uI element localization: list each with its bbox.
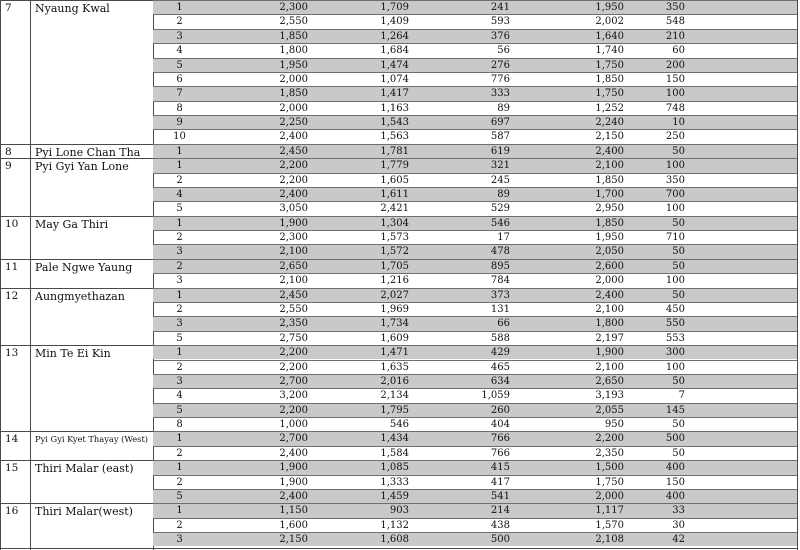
- table-cell: 145: [665, 404, 685, 416]
- table-cell: 350: [665, 174, 685, 186]
- table-cell: 2,650: [279, 260, 308, 272]
- table-cell: 1: [176, 462, 183, 474]
- table-cell: 1,163: [380, 102, 409, 114]
- table-cell: 2,200: [595, 433, 624, 445]
- table-cell: 2,016: [380, 375, 409, 387]
- table-cell: 2,700: [279, 375, 308, 387]
- group-cell: [0, 288, 153, 346]
- group-number: 14: [5, 433, 19, 446]
- table-cell: 89: [497, 102, 510, 114]
- table-row: [153, 129, 797, 143]
- table-cell: 950: [604, 419, 624, 431]
- table-cell: 776: [490, 73, 510, 85]
- table-cell: 1,640: [595, 30, 624, 42]
- table-cell: 1,000: [279, 419, 308, 431]
- table-cell: 1,600: [279, 519, 308, 531]
- table-right-border: [797, 0, 798, 550]
- group-number: 15: [5, 462, 19, 475]
- table-cell: 2,100: [279, 246, 308, 258]
- table-cell: 2,000: [279, 102, 308, 114]
- table-row: [153, 431, 797, 445]
- table-cell: 1: [176, 347, 183, 359]
- table-cell: 541: [490, 490, 510, 502]
- table-cell: 587: [490, 131, 510, 143]
- table-row: [153, 58, 797, 72]
- table-cell: 3: [176, 275, 183, 287]
- table-cell: 2,050: [595, 246, 624, 258]
- group-number: 16: [5, 505, 19, 518]
- table-cell: 350: [665, 2, 685, 13]
- table-cell: 9: [176, 117, 183, 129]
- table-cell: 1,434: [380, 433, 409, 445]
- table-cell: 1,609: [380, 332, 409, 344]
- table-cell: 2,650: [595, 375, 624, 387]
- table-cell: 3,200: [279, 390, 308, 402]
- table-cell: 321: [490, 160, 510, 172]
- table-cell: 2,700: [279, 433, 308, 445]
- table-row: [153, 14, 797, 28]
- table-cell: 1,570: [595, 519, 624, 531]
- table-cell: 42: [672, 534, 685, 546]
- table-cell: 250: [665, 131, 685, 143]
- table-cell: 2: [176, 303, 183, 315]
- table-cell: 2: [176, 519, 183, 531]
- table-cell: 3,050: [279, 203, 308, 215]
- table-cell: 1,950: [595, 2, 624, 13]
- table-cell: 1,781: [380, 145, 409, 157]
- group-cell: [0, 216, 153, 259]
- table-cell: 50: [672, 419, 685, 431]
- table-cell: 3: [176, 246, 183, 258]
- table-row: [153, 43, 797, 57]
- table-cell: 766: [490, 433, 510, 445]
- table-cell: 3: [176, 534, 183, 546]
- table-cell: 1,605: [380, 174, 409, 186]
- group-cell: [0, 431, 153, 460]
- table-cell: 1,611: [380, 188, 409, 200]
- table-cell: 1: [176, 2, 183, 13]
- table-cell: 373: [490, 289, 510, 301]
- table-cell: 2,400: [279, 490, 308, 502]
- table-cell: 50: [672, 260, 685, 272]
- table-cell: 1,417: [380, 88, 409, 100]
- table-cell: 1,950: [595, 232, 624, 244]
- table-cell: 1,709: [380, 2, 409, 13]
- table-cell: 7: [176, 88, 183, 100]
- table-cell: 1,074: [380, 73, 409, 85]
- table-cell: 56: [497, 45, 510, 57]
- table-cell: 1,850: [279, 30, 308, 42]
- table-row: [153, 316, 797, 330]
- group-cell: [0, 144, 153, 158]
- table-cell: 1,969: [380, 303, 409, 315]
- table-cell: 903: [389, 505, 409, 517]
- table-cell: 1,800: [595, 318, 624, 330]
- table-cell: 60: [672, 45, 685, 57]
- table-cell: 1,252: [595, 102, 624, 114]
- table-cell: 2,600: [595, 260, 624, 272]
- table-cell: 1,705: [380, 260, 409, 272]
- table-cell: 2,027: [380, 289, 409, 301]
- table-cell: 710: [665, 232, 685, 244]
- table-cell: 438: [490, 519, 510, 531]
- table-cell: 2: [176, 447, 183, 459]
- table-cell: 1: [176, 217, 183, 229]
- table-row: [153, 216, 797, 230]
- table-cell: 784: [490, 275, 510, 287]
- table-cell: 100: [665, 203, 685, 215]
- table-cell: 478: [490, 246, 510, 258]
- table-cell: 1,900: [279, 476, 308, 488]
- table-cell: 1,850: [595, 73, 624, 85]
- table-cell: 210: [665, 30, 685, 42]
- table-row: [153, 144, 797, 158]
- table-row: [153, 489, 797, 503]
- table-row: [153, 201, 797, 215]
- table-cell: 1,684: [380, 45, 409, 57]
- group-cell: [0, 460, 153, 503]
- group-name: May Ga Thiri: [35, 217, 109, 231]
- table-cell: 1,150: [279, 505, 308, 517]
- table-cell: 1,584: [380, 447, 409, 459]
- table-cell: 2: [176, 476, 183, 488]
- table-cell: 1,059: [481, 390, 510, 402]
- table-cell: 404: [490, 419, 510, 431]
- table-cell: 2,100: [595, 160, 624, 172]
- table-cell: 6: [176, 73, 183, 85]
- group-name: Pyi Lone Chan Tha: [35, 145, 141, 159]
- group-number: 12: [5, 289, 19, 302]
- table-cell: 30: [672, 519, 685, 531]
- table-cell: 1,573: [380, 232, 409, 244]
- table-cell: 1,635: [380, 361, 409, 373]
- table-cell: 241: [490, 2, 510, 13]
- table-row: [153, 259, 797, 273]
- table-cell: 1,471: [380, 347, 409, 359]
- table-cell: 2,100: [595, 361, 624, 373]
- table-cell: 553: [665, 332, 685, 344]
- table-row: [153, 0, 797, 14]
- group-number: 7: [5, 2, 12, 14]
- table-cell: 2,150: [595, 131, 624, 143]
- table-row: [153, 173, 797, 187]
- table-cell: 529: [490, 203, 510, 215]
- table-cell: 2,055: [595, 404, 624, 416]
- group-name: Min Te Ei Kin: [35, 347, 111, 361]
- table-cell: 5: [176, 490, 183, 502]
- table-cell: 2,950: [595, 203, 624, 215]
- table-cell: 1,850: [595, 174, 624, 186]
- table-cell: 10: [672, 117, 685, 129]
- group-cell: [0, 259, 153, 288]
- table-cell: 546: [490, 217, 510, 229]
- table-cell: 333: [490, 88, 510, 100]
- table-cell: 417: [490, 476, 510, 488]
- table-row: [153, 230, 797, 244]
- group-name: Nyaung Kwal: [35, 2, 110, 15]
- table-cell: 2,002: [595, 16, 624, 28]
- table-row: [153, 244, 797, 258]
- table-row: [153, 360, 797, 374]
- table-row: [153, 532, 797, 546]
- table-cell: 1,572: [380, 246, 409, 258]
- group-name: Pyi Gyi Yan Lone: [35, 160, 129, 174]
- table-cell: 2,400: [279, 131, 308, 143]
- table-cell: 766: [490, 447, 510, 459]
- table-row: [153, 388, 797, 402]
- table-cell: 50: [672, 217, 685, 229]
- table-cell: 3: [176, 375, 183, 387]
- table-cell: 2,450: [279, 145, 308, 157]
- table-row: [153, 187, 797, 201]
- table-cell: 2,200: [279, 160, 308, 172]
- table-cell: 10: [173, 131, 186, 143]
- table-cell: 1,740: [595, 45, 624, 57]
- table-cell: 1: [176, 433, 183, 445]
- table-cell: 300: [665, 347, 685, 359]
- table-cell: 200: [665, 59, 685, 71]
- table-cell: 2,100: [595, 303, 624, 315]
- table-cell: 100: [665, 361, 685, 373]
- table-cell: 3,193: [595, 390, 624, 402]
- table-cell: 2,197: [595, 332, 624, 344]
- table-cell: 1,132: [380, 519, 409, 531]
- table-cell: 697: [490, 117, 510, 129]
- table-cell: 450: [665, 303, 685, 315]
- table-cell: 1,750: [595, 476, 624, 488]
- table-cell: 214: [490, 505, 510, 517]
- table-cell: 17: [497, 232, 510, 244]
- table-cell: 2,250: [279, 117, 308, 129]
- table-cell: 2,000: [595, 275, 624, 287]
- table-row: [153, 29, 797, 43]
- table-row: [153, 72, 797, 86]
- table-cell: 100: [665, 275, 685, 287]
- table-cell: 1,779: [380, 160, 409, 172]
- table-cell: 1,409: [380, 16, 409, 28]
- table-cell: 1,950: [279, 59, 308, 71]
- table-cell: 2,550: [279, 16, 308, 28]
- table-row: [153, 518, 797, 532]
- table-cell: 2,550: [279, 303, 308, 315]
- table-cell: 66: [497, 318, 510, 330]
- group-cell: [0, 503, 153, 546]
- table-cell: 1,800: [279, 45, 308, 57]
- table-cell: 50: [672, 145, 685, 157]
- group-number: 13: [5, 347, 19, 360]
- table-cell: 588: [490, 332, 510, 344]
- table-cell: 1,795: [380, 404, 409, 416]
- table-row: [153, 302, 797, 316]
- table-cell: 2,350: [595, 447, 624, 459]
- table-cell: 33: [672, 505, 685, 517]
- table-cell: 1,900: [279, 462, 308, 474]
- table-cell: 1,700: [595, 188, 624, 200]
- table-cell: 2,200: [279, 347, 308, 359]
- table-cell: 150: [665, 73, 685, 85]
- table-cell: 1: [176, 145, 183, 157]
- table-cell: 546: [389, 419, 409, 431]
- table-cell: 1,850: [279, 88, 308, 100]
- table-cell: 5: [176, 404, 183, 416]
- table-cell: 1,750: [595, 59, 624, 71]
- table-cell: 400: [665, 490, 685, 502]
- table-cell: 2,000: [595, 490, 624, 502]
- table-cell: 3: [176, 318, 183, 330]
- table-cell: 1,563: [380, 131, 409, 143]
- table-cell: 131: [490, 303, 510, 315]
- table-cell: 1,500: [595, 462, 624, 474]
- table-cell: 2,200: [279, 361, 308, 373]
- table-cell: 500: [490, 534, 510, 546]
- group-name: Pale Ngwe Yaung: [35, 260, 133, 274]
- table-bottom-border: [0, 548, 797, 549]
- table-cell: 4: [176, 45, 183, 57]
- table-cell: 2: [176, 260, 183, 272]
- table-cell: 465: [490, 361, 510, 373]
- table-cell: 1,264: [380, 30, 409, 42]
- table-cell: 100: [665, 160, 685, 172]
- table-cell: 1,333: [380, 476, 409, 488]
- table-cell: 50: [672, 447, 685, 459]
- table-cell: 2,200: [279, 174, 308, 186]
- table-cell: 4: [176, 188, 183, 200]
- table-cell: 2,000: [279, 73, 308, 85]
- table-cell: 1,543: [380, 117, 409, 129]
- table-row: [153, 273, 797, 287]
- table-cell: 2: [176, 174, 183, 186]
- table-cell: 400: [665, 462, 685, 474]
- table-cell: 1: [176, 289, 183, 301]
- table-cell: 376: [490, 30, 510, 42]
- table-row: [153, 460, 797, 474]
- table-cell: 1,850: [595, 217, 624, 229]
- table-cell: 50: [672, 375, 685, 387]
- table-cell: 5: [176, 59, 183, 71]
- group-number: 10: [5, 217, 19, 230]
- table-row: [153, 115, 797, 129]
- table-cell: 4: [176, 390, 183, 402]
- table-cell: 593: [490, 16, 510, 28]
- table-cell: 500: [665, 433, 685, 445]
- table-row: [153, 403, 797, 417]
- table-cell: 634: [490, 375, 510, 387]
- group-number: 9: [5, 160, 12, 173]
- table-cell: 245: [490, 174, 510, 186]
- table-cell: 5: [176, 332, 183, 344]
- table-cell: 50: [672, 289, 685, 301]
- table-cell: 1,117: [595, 505, 624, 517]
- table-cell: 1: [176, 160, 183, 172]
- table-cell: 895: [490, 260, 510, 272]
- table-cell: 1,900: [595, 347, 624, 359]
- table-cell: 2,750: [279, 332, 308, 344]
- table-cell: 7: [678, 390, 685, 402]
- table-cell: 8: [176, 102, 183, 114]
- table-cell: 150: [665, 476, 685, 488]
- table-row: [153, 345, 797, 359]
- table-row: [153, 101, 797, 115]
- table-cell: 748: [665, 102, 685, 114]
- table-row: [153, 374, 797, 388]
- table-cell: 415: [490, 462, 510, 474]
- table-cell: 2,300: [279, 2, 308, 13]
- table-cell: 2: [176, 361, 183, 373]
- table-cell: 89: [497, 188, 510, 200]
- table-cell: 550: [665, 318, 685, 330]
- table-cell: 2,400: [279, 447, 308, 459]
- table-cell: 2,400: [595, 289, 624, 301]
- table-cell: 2,200: [279, 404, 308, 416]
- table-row: [153, 86, 797, 100]
- group-cell: [0, 345, 153, 431]
- table-cell: 2,150: [279, 534, 308, 546]
- table-cell: 2,240: [595, 117, 624, 129]
- group-number: 11: [5, 260, 19, 273]
- table-cell: 2,134: [380, 390, 409, 402]
- table-cell: 1,304: [380, 217, 409, 229]
- table-cell: 548: [665, 16, 685, 28]
- table-cell: 2,100: [279, 275, 308, 287]
- table-cell: 276: [490, 59, 510, 71]
- table-cell: 1,734: [380, 318, 409, 330]
- table-cell: 1,459: [380, 490, 409, 502]
- table-cell: 429: [490, 347, 510, 359]
- table-cell: 5: [176, 203, 183, 215]
- group-name: Thiri Malar(west): [35, 505, 133, 519]
- table-cell: 1: [176, 505, 183, 517]
- table-cell: 100: [665, 88, 685, 100]
- table-cell: 1,085: [380, 462, 409, 474]
- table-cell: 2: [176, 16, 183, 28]
- group-name: Thiri Malar (east): [35, 462, 134, 476]
- table-cell: 2,300: [279, 232, 308, 244]
- table-cell: 2,400: [595, 145, 624, 157]
- group-cell: [0, 158, 153, 216]
- table-row: [153, 288, 797, 302]
- table-row: [153, 475, 797, 489]
- table-cell: 8: [176, 419, 183, 431]
- table-cell: 1,608: [380, 534, 409, 546]
- table-cell: 2: [176, 232, 183, 244]
- group-name: Aungmyethazan: [35, 289, 125, 303]
- table-cell: 2,450: [279, 289, 308, 301]
- table-row: [153, 503, 797, 517]
- table-row: [153, 331, 797, 345]
- group-name: Pyi Gyi Kyet Thayay (West): [35, 434, 149, 445]
- table-cell: 260: [490, 404, 510, 416]
- table-cell: 2,108: [595, 534, 624, 546]
- table-cell: 2,421: [380, 203, 409, 215]
- table-row: [153, 158, 797, 172]
- table-row: [153, 417, 797, 431]
- table-cell: 1,750: [595, 88, 624, 100]
- table-cell: 1,474: [380, 59, 409, 71]
- table-cell: 1,900: [279, 217, 308, 229]
- table-cell: 2,400: [279, 188, 308, 200]
- table-cell: 619: [490, 145, 510, 157]
- table-cell: 2,350: [279, 318, 308, 330]
- table-cell: 700: [665, 188, 685, 200]
- table-cell: 1,216: [380, 275, 409, 287]
- table-cell: 3: [176, 30, 183, 42]
- group-number: 8: [5, 145, 12, 158]
- table-cell: 50: [672, 246, 685, 258]
- table-row: [153, 446, 797, 460]
- group-cell: [0, 0, 153, 144]
